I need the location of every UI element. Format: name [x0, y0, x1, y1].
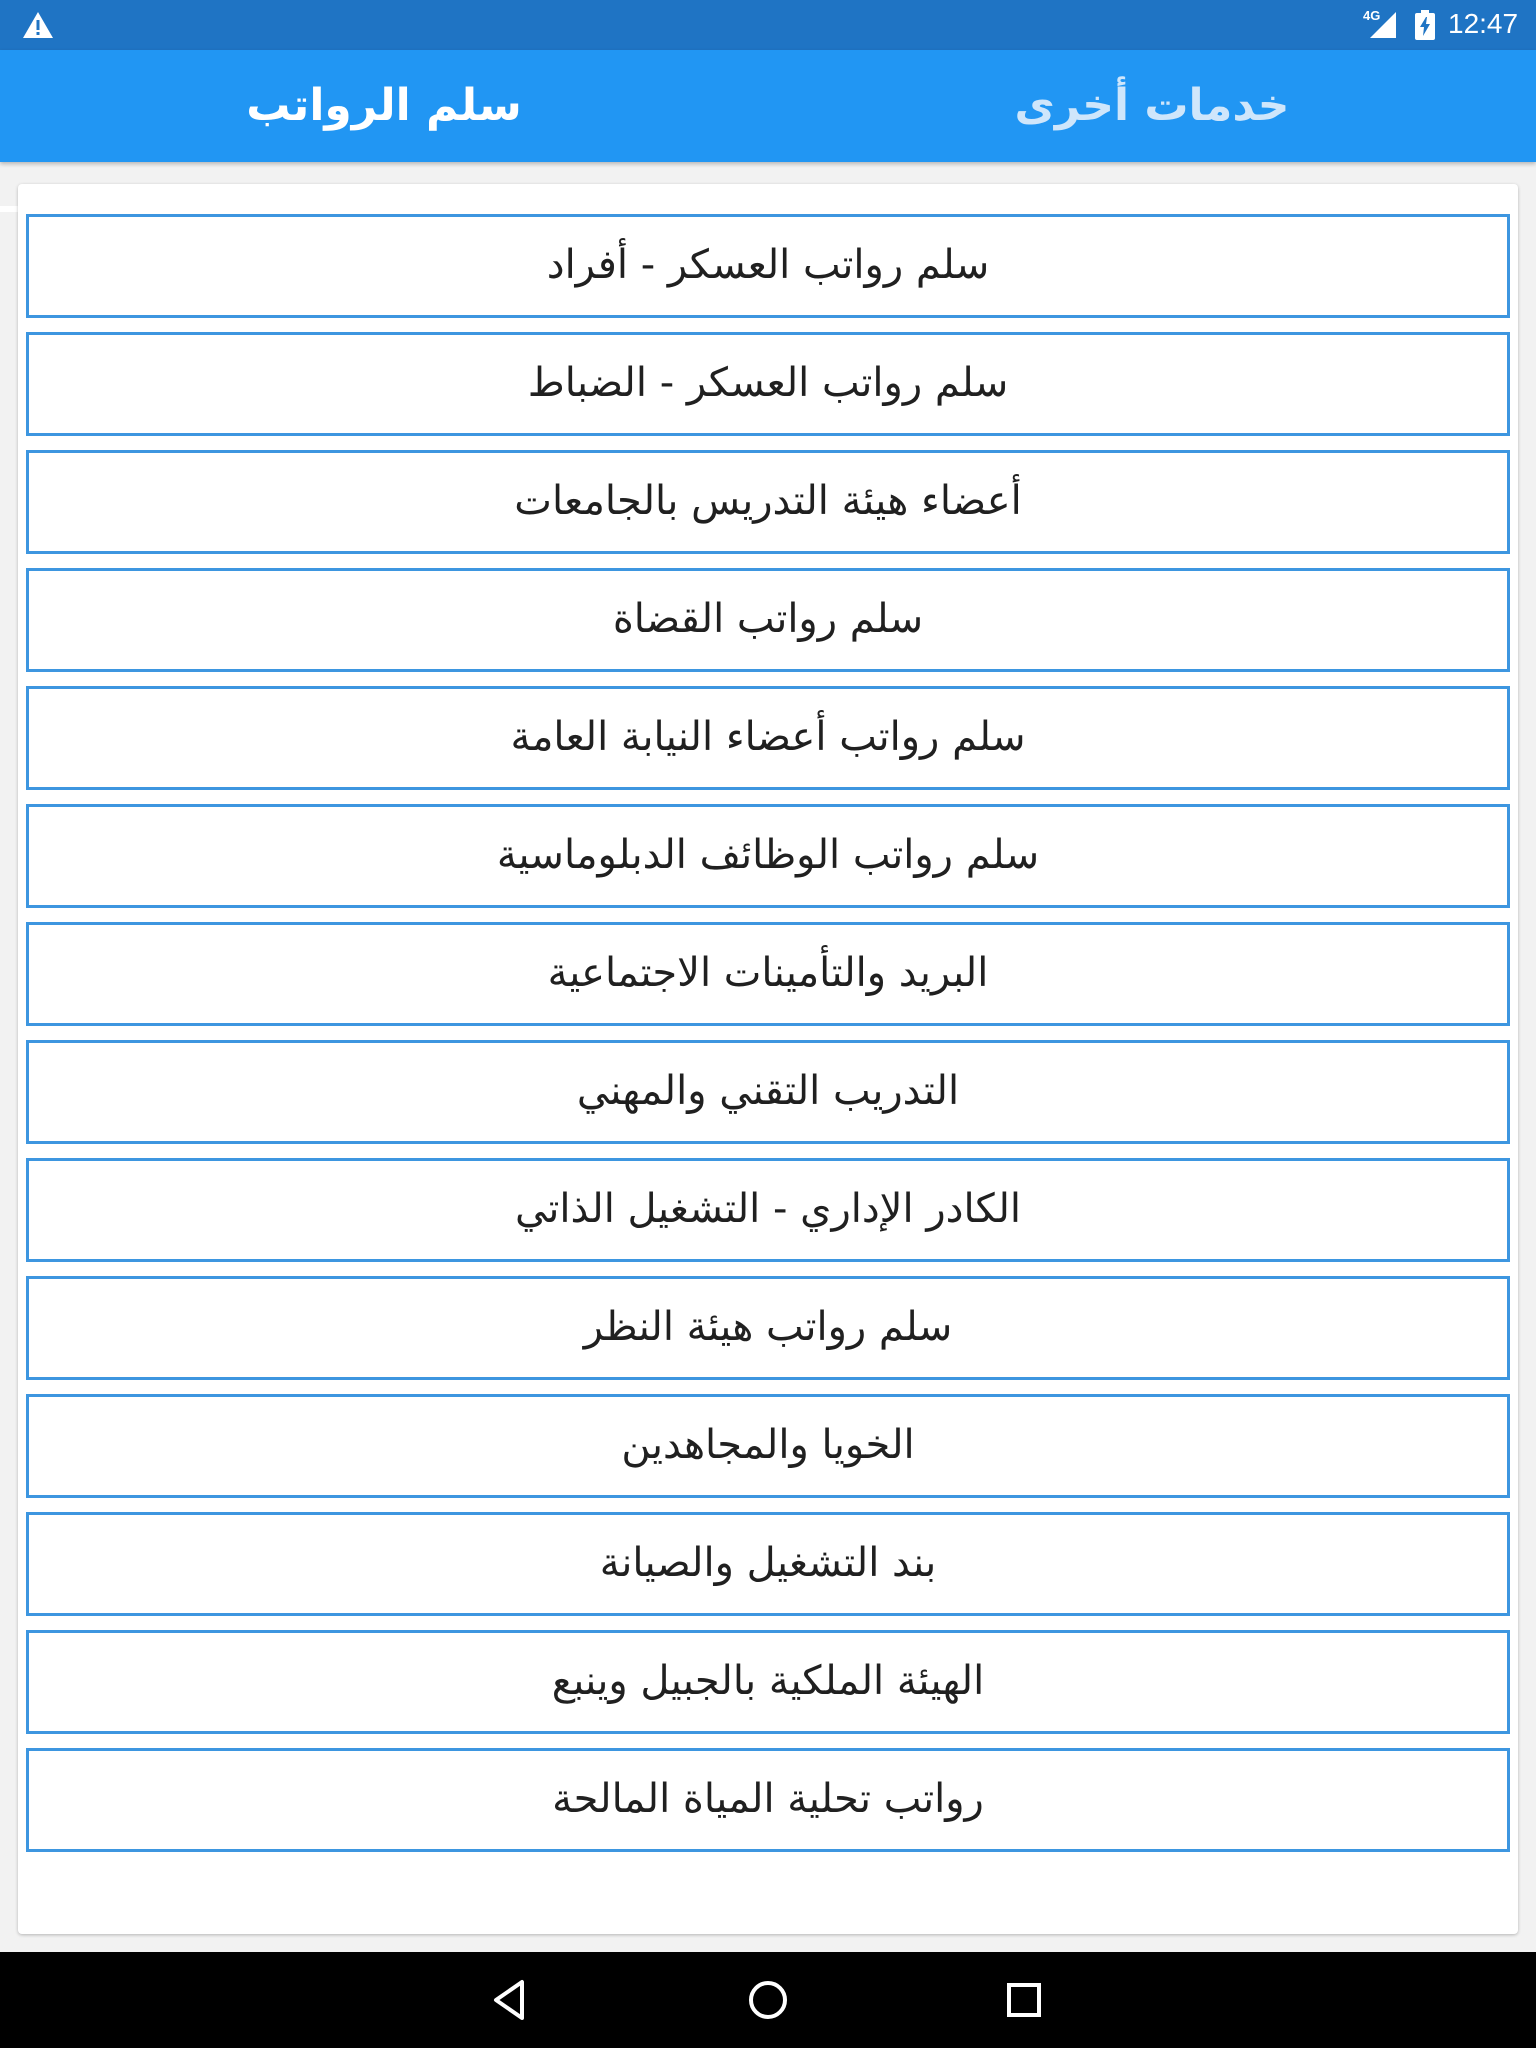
list-item[interactable]: الكادر الإداري - التشغيل الذاتي	[26, 1158, 1510, 1262]
list-item[interactable]: سلم رواتب أعضاء النيابة العامة	[26, 686, 1510, 790]
list-item[interactable]: سلم رواتب القضاة	[26, 568, 1510, 672]
list-item[interactable]: بند التشغيل والصيانة	[26, 1512, 1510, 1616]
network-type-label: 4G	[1363, 8, 1381, 23]
status-bar	[0, 0, 1536, 50]
salary-list	[26, 214, 1510, 1866]
warning-icon	[22, 10, 54, 40]
list-item[interactable]: أعضاء هيئة التدريس بالجامعات	[26, 450, 1510, 554]
list-item[interactable]: الهيئة الملكية بالجبيل وينبع	[26, 1630, 1510, 1734]
navigation-bar	[0, 1952, 1536, 2048]
list-item[interactable]: سلم رواتب العسكر - أفراد	[26, 214, 1510, 318]
list-item[interactable]: سلم رواتب هيئة النظر	[26, 1276, 1510, 1380]
list-item[interactable]: التدريب التقني والمهني	[26, 1040, 1510, 1144]
status-clock: 12:47	[1448, 8, 1519, 39]
list-item[interactable]: رواتب تحلية المياة المالحة	[26, 1748, 1510, 1852]
list-item[interactable]: الخويا والمجاهدين	[26, 1394, 1510, 1498]
list-item[interactable]: سلم رواتب العسكر - الضباط	[26, 332, 1510, 436]
list-item[interactable]: البريد والتأمينات الاجتماعية	[26, 922, 1510, 1026]
tab-other-services[interactable]: خدمات أخرى	[1014, 80, 1290, 131]
recents-square-icon[interactable]	[1000, 1976, 1048, 2024]
tab-salary-scale[interactable]: سلم الرواتب	[246, 80, 522, 131]
battery-charging-icon	[1414, 10, 1436, 40]
tab-bar	[0, 50, 1536, 162]
signal-icon	[1362, 10, 1398, 40]
home-circle-icon[interactable]	[744, 1976, 792, 2024]
salary-list-card	[18, 184, 1518, 1934]
list-item[interactable]: سلم رواتب الوظائف الدبلوماسية	[26, 804, 1510, 908]
back-triangle-icon[interactable]	[488, 1976, 536, 2024]
